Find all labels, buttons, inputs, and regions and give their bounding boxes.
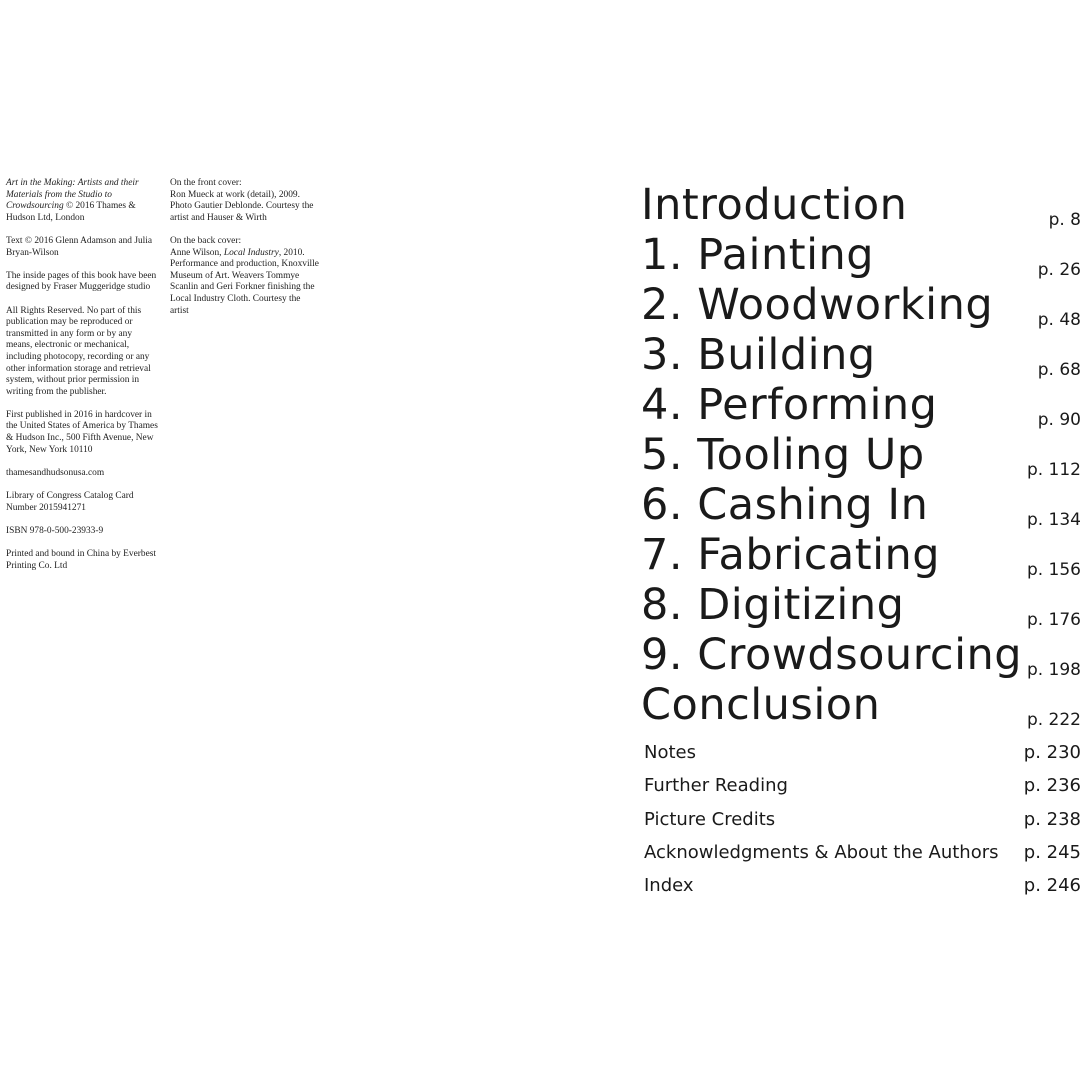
toc-entry-title: 6. Cashing In <box>641 480 929 530</box>
toc-entry-title: 2. Woodworking <box>641 280 994 330</box>
toc-entry-page: p. 8 <box>1048 210 1081 230</box>
back-cover-rest: , 2010. Performance and production, Knoxville Museum of Art. Weavers Tommye Scanlin and Geri Forkner finishing the Local Industry Cloth. Courtesy the artist <box>170 247 319 316</box>
toc-entry-title: Picture Credits <box>644 808 776 830</box>
first-published-notice: First published in 2016 in hardcover in the United States of America by Thames & Hudson Inc., 500 Fifth Avenue, New York, New York 10110 <box>6 409 158 455</box>
text-copyright: Text © 2016 Glenn Adamson and Julia Bryan-Wilson <box>6 235 153 258</box>
toc-entry-title: Further Reading <box>644 775 788 797</box>
toc-entry-title: 4. Performing <box>641 380 938 430</box>
toc-entry-page: p. 246 <box>1023 875 1081 897</box>
back-cover-credit <box>170 236 320 317</box>
toc-entry-digitizing <box>641 580 1081 630</box>
toc-entry-cashing-in <box>641 480 1081 530</box>
toc-entry-title: Acknowledgments & About the Authors <box>644 841 999 863</box>
imprint-column-right <box>170 178 320 329</box>
toc-entry-page: p. 176 <box>1026 610 1081 630</box>
toc-entry-page: p. 112 <box>1026 460 1081 480</box>
toc-entry-title: 8. Digitizing <box>641 580 905 630</box>
toc-entry-page: p. 48 <box>1037 310 1081 330</box>
back-cover-intro: On the back cover: Anne Wilson, <box>170 235 242 258</box>
toc-entry-page: p. 245 <box>1023 841 1081 863</box>
toc-entry-title: Index <box>644 875 694 897</box>
toc-entry-page: p. 134 <box>1026 510 1081 530</box>
toc-entry-page: p. 198 <box>1026 660 1081 680</box>
library-of-congress-number: Library of Congress Catalog Card Number 2015941271 <box>6 491 134 513</box>
book-title-italic: Art in the Making: Artists and their Materials from the Studio to Crowdsourcing <box>6 178 139 212</box>
toc-entry-woodworking <box>641 280 1081 330</box>
toc-entry-introduction <box>641 180 1081 230</box>
design-credit: The inside pages of this book have been designed by Fraser Muggeridge studio <box>6 270 157 293</box>
toc-entry-title: 5. Tooling Up <box>641 430 925 480</box>
toc-entry-title: 1. Painting <box>641 230 875 280</box>
toc-entry-painting <box>641 230 1081 280</box>
toc-entry-page: p. 26 <box>1037 260 1081 280</box>
toc-entry-index <box>644 869 1081 902</box>
toc-entry-title: 7. Fabricating <box>641 530 941 580</box>
toc-entry-page: p. 156 <box>1026 560 1081 580</box>
imprint-copyright-title <box>6 178 158 224</box>
rights-notice: All Rights Reserved. No part of this publication may be reproduced or transmitted in any form or by any means, electronic or mechanical, including photocopy, recording or any other information storage and retrieval system, without prior permission in writing from the publisher. <box>6 305 151 397</box>
toc-entry-page: p. 238 <box>1023 808 1081 830</box>
toc-entry-title: 9. Crowdsourcing <box>641 630 1023 680</box>
publisher-website: thamesandhudsonusa.com <box>6 467 105 478</box>
printer-credit: Printed and bound in China by Everbest Printing Co. Ltd <box>6 549 156 571</box>
front-cover-credit: On the front cover: Ron Mueck at work (detail), 2009. Photo Gautier Deblonde. Courtesy the artist and Hauser & Wirth <box>170 178 314 223</box>
toc-entry-conclusion <box>641 680 1081 730</box>
toc-entry-notes <box>644 736 1081 769</box>
table-of-contents <box>641 180 1081 902</box>
toc-entry-building <box>641 330 1081 380</box>
toc-entry-picture-credits <box>644 803 1081 836</box>
toc-entry-title: Conclusion <box>641 680 881 730</box>
toc-entry-page: p. 222 <box>1026 710 1081 730</box>
toc-entry-crowdsourcing <box>641 630 1081 680</box>
imprint-column-left <box>6 178 158 584</box>
toc-entry-page: p. 230 <box>1023 742 1081 763</box>
toc-entry-tooling-up <box>641 430 1081 480</box>
toc-entry-performing <box>641 380 1081 430</box>
toc-entry-page: p. 90 <box>1037 410 1081 430</box>
isbn: ISBN 978-0-500-23933-9 <box>6 525 104 536</box>
toc-entry-title: Notes <box>644 742 696 763</box>
toc-entry-title: 3. Building <box>641 330 876 380</box>
copyright-line: © 2016 Thames & Hudson Ltd, London <box>6 201 136 223</box>
toc-entry-page: p. 68 <box>1037 360 1081 380</box>
toc-entry-further-reading <box>644 769 1081 802</box>
toc-entry-title: Introduction <box>641 180 908 230</box>
toc-entry-fabricating <box>641 530 1081 580</box>
back-cover-work-title: Local Industry <box>223 247 279 258</box>
toc-back-matter <box>644 736 1081 902</box>
toc-entry-page: p. 236 <box>1023 775 1081 797</box>
toc-entry-acknowledgments <box>644 836 1081 869</box>
